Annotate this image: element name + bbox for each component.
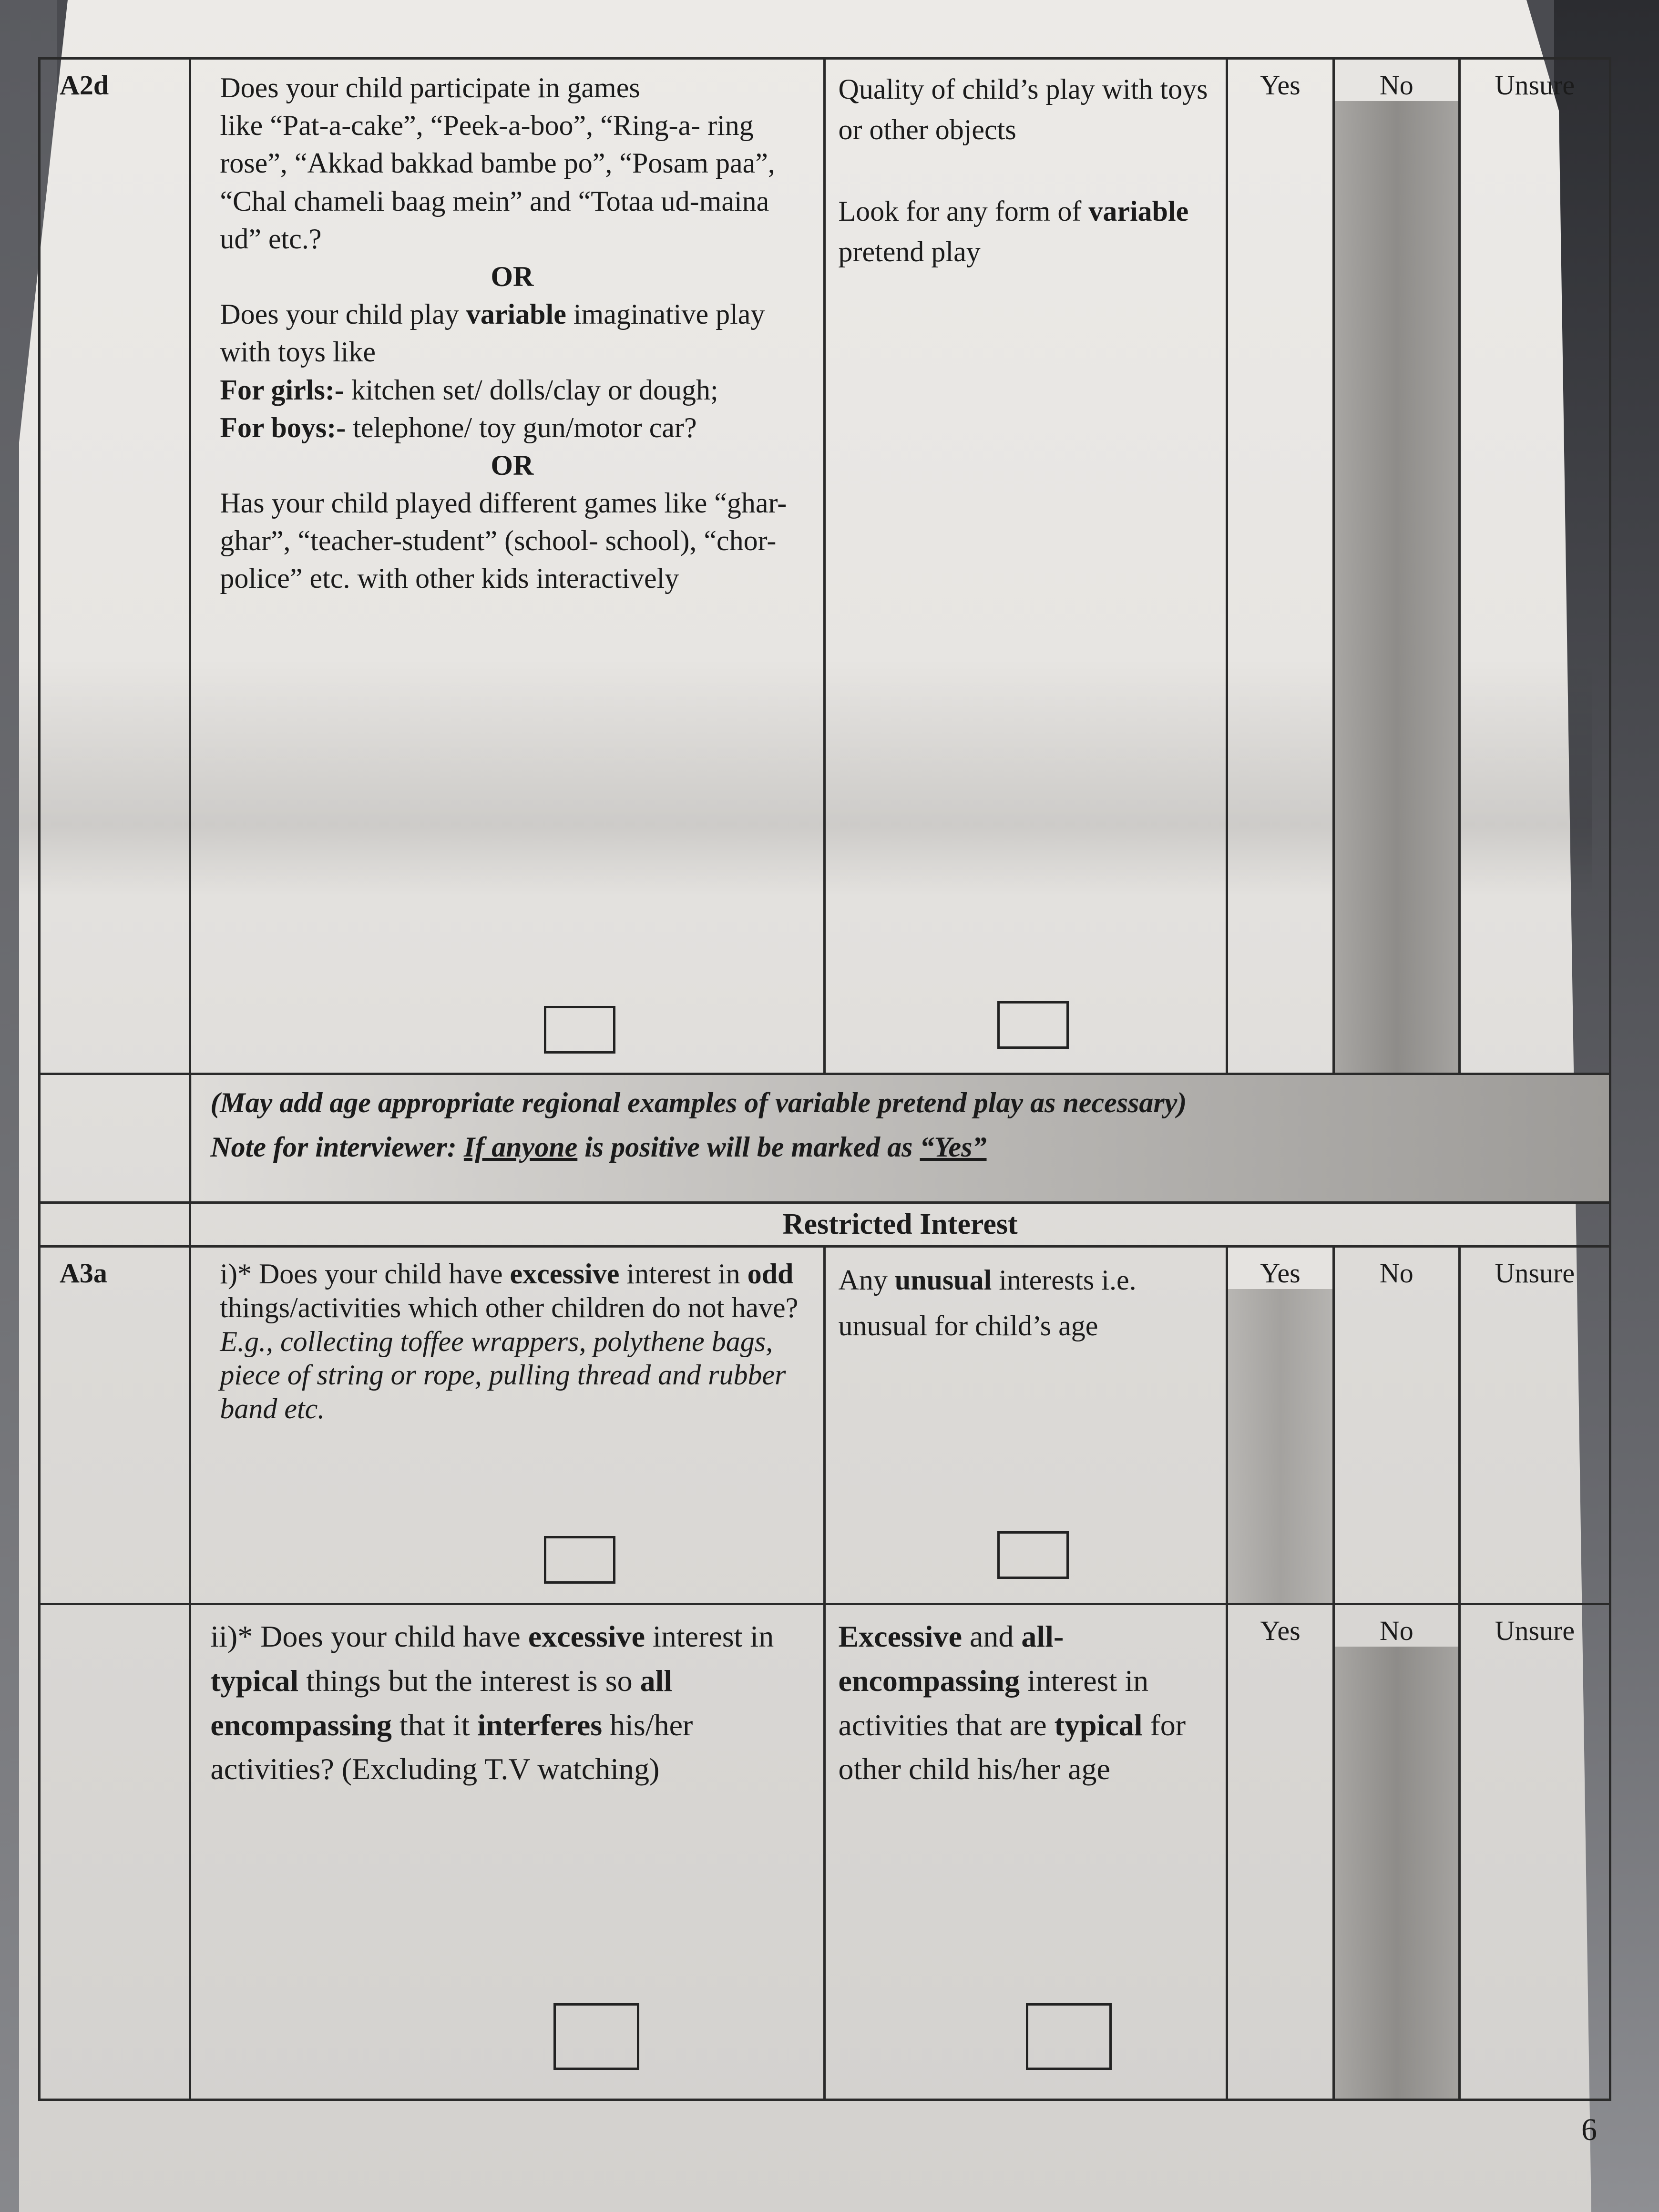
a3a-i-question (191, 1248, 823, 1435)
a3a-i-obs-post: interests i.e. unusual for child’s age (838, 1264, 1137, 1342)
a3a-code: A3a (60, 1258, 107, 1289)
a3a-i-yes-cell[interactable] (1227, 1247, 1334, 1604)
a3a-ii-obs-mid1: and (962, 1619, 1022, 1653)
a3a-ii-yes-cell[interactable] (1227, 1604, 1334, 2100)
a2d-yes-cell[interactable] (1227, 59, 1334, 1074)
a3a-ii-bold2: typical (210, 1663, 299, 1698)
a2d-q2-pre: Does your child play (220, 298, 466, 330)
a3a-i-obs-bold: unusual (894, 1264, 992, 1296)
a3a-i-row (40, 1247, 1610, 1604)
a3a-i-unsure-header: Unsure (1495, 1258, 1575, 1289)
a2d-row (40, 59, 1610, 1074)
a2d-observation-checkbox[interactable] (997, 1001, 1069, 1049)
a3a-ii-question-checkbox[interactable] (553, 2003, 639, 2070)
a2d-boys-text: telephone/ toy gun/motor car? (346, 411, 697, 443)
a2d-or-2: OR (491, 449, 534, 481)
questionnaire-table (38, 57, 1611, 2101)
a2d-code-cell (40, 59, 190, 1074)
a2d-question-cell (190, 59, 825, 1074)
a2d-unsure-header: Unsure (1495, 70, 1575, 101)
a2d-question-line1: Does your child participate in games (220, 72, 640, 103)
note-row (40, 1074, 1610, 1203)
a3a-i-mid1: interest in (619, 1258, 748, 1290)
a2d-q2-bold: variable (466, 298, 566, 330)
a3a-i-observation (826, 1248, 1226, 1358)
a3a-ii-post: his/her activities? (Excluding T.V watching) (210, 1708, 693, 1786)
a3a-ii-mid3: that it (391, 1708, 478, 1742)
a3a-ii-obs-post: for other child his/her age (838, 1708, 1186, 1786)
note-line2-if-anyone: If anyone (463, 1131, 578, 1163)
a3a-ii-mid1: interest in (645, 1619, 774, 1653)
a3a-i-bold2: odd (747, 1258, 794, 1290)
a2d-boys-label: For boys:- (220, 411, 346, 443)
a3a-ii-mid2: things but the interest is so (298, 1663, 640, 1698)
note-line1: (May add age appropriate regional examples of variable pretend play as necessary) (210, 1087, 1187, 1118)
a3a-i-yes-header: Yes (1228, 1248, 1332, 1289)
a3a-i-bold1: excessive (510, 1258, 620, 1290)
page-number: 6 (1581, 2112, 1597, 2147)
a3a-ii-yes-header: Yes (1260, 1615, 1301, 1646)
a3a-ii-question (191, 1605, 823, 1801)
a3a-i-observation-cell (825, 1247, 1227, 1604)
a2d-question-checkbox[interactable] (544, 1006, 615, 1054)
a3a-ii-no-header: No (1335, 1605, 1458, 1647)
a3a-i-observation-checkbox[interactable] (997, 1531, 1069, 1579)
note-cell (190, 1074, 1610, 1203)
a3a-ii-obs-bold2: all-encompassing (838, 1619, 1064, 1698)
a3a-ii-unsure-cell[interactable] (1459, 1604, 1610, 2100)
questionnaire-form (38, 57, 1611, 2098)
a3a-ii-obs-mid2: interest in activities that are (838, 1663, 1149, 1742)
a3a-ii-question-cell (190, 1604, 825, 2100)
a3a-ii-no-cell[interactable] (1334, 1604, 1460, 2100)
a3a-ii-obs-bold3: typical (1054, 1708, 1143, 1742)
a2d-girls-text: kitchen set/ dolls/clay or dough; (344, 374, 718, 406)
a2d-q2-post: imaginative play with toys like (220, 298, 765, 368)
a3a-ii-observation (826, 1605, 1226, 1801)
a2d-yes-header: Yes (1260, 70, 1301, 101)
a3a-i-pre: i)* Does your child have (220, 1258, 510, 1290)
a2d-or-1: OR (491, 260, 534, 292)
note-line2-mid: is positive will be marked as (577, 1131, 920, 1163)
a2d-obs-line1: Quality of child’s play with toys or other objects (838, 73, 1208, 146)
interviewer-note (191, 1075, 1609, 1175)
section-title: Restricted Interest (782, 1208, 1018, 1240)
note-line2-yes: “Yes” (920, 1131, 987, 1163)
section-title-row (40, 1203, 1610, 1247)
a3a-code-cell (40, 1247, 190, 1604)
section-title-cell (190, 1203, 1610, 1247)
a3a-ii-row (40, 1604, 1610, 2100)
a3a-i-no-header: No (1379, 1258, 1413, 1289)
a3a-ii-observation-cell (825, 1604, 1227, 2100)
note-line2 (210, 1125, 1595, 1169)
a3a-ii-bold4: interferes (477, 1708, 603, 1742)
a2d-code: A2d (60, 70, 109, 101)
note-code-cell (40, 1074, 190, 1203)
a2d-q3: Has your child played different games like “ghar-ghar”, “teacher-student” (school- school), “chor-police” etc. with other kids interactively (220, 487, 787, 594)
a3a-i-unsure-cell[interactable] (1459, 1247, 1610, 1604)
a2d-no-header: No (1335, 60, 1458, 101)
a3a-ii-code-cell (40, 1604, 190, 2100)
section-code-cell (40, 1203, 190, 1247)
a3a-i-question-checkbox[interactable] (544, 1536, 615, 1584)
a2d-question (191, 60, 823, 607)
a2d-question-line2: like “Pat-a-cake”, “Peek-a-boo”, “Ring-a- ring rose”, “Akkad bakkad bambe po”, “Posam paa”, “Chal chameli baag mein” and “Totaa ud-maina ud” etc.? (220, 110, 775, 255)
a2d-girls-label: For girls:- (220, 374, 344, 406)
a2d-no-cell[interactable] (1334, 59, 1460, 1074)
a2d-observation-cell (825, 59, 1227, 1074)
a3a-ii-observation-checkbox[interactable] (1026, 2003, 1112, 2070)
a2d-obs-line2-bold: variable (1088, 195, 1189, 227)
a3a-ii-bold1: excessive (528, 1619, 645, 1653)
a3a-i-example: E.g., collecting toffee wrappers, polythene bags, piece of string or rope, pulling thread and rubber band etc. (220, 1325, 786, 1425)
a2d-unsure-cell[interactable] (1459, 59, 1610, 1074)
a3a-ii-pre: ii)* Does your child have (210, 1619, 528, 1653)
a2d-obs-line2-pre: Look for any form of (838, 195, 1089, 227)
a3a-i-post: things/activities which other children do not have? (220, 1291, 799, 1323)
a3a-i-obs-pre: Any (838, 1264, 895, 1296)
a3a-i-question-cell (190, 1247, 825, 1604)
a3a-ii-bold3: all encompassing (210, 1663, 673, 1742)
a3a-i-no-cell[interactable] (1334, 1247, 1460, 1604)
a3a-ii-unsure-header: Unsure (1495, 1615, 1575, 1646)
a2d-obs-line2-post: pretend play (838, 236, 981, 267)
note-line2-pre: Note for interviewer: (210, 1131, 464, 1163)
a2d-observation (826, 60, 1226, 282)
a3a-ii-obs-bold1: Excessive (838, 1619, 962, 1653)
